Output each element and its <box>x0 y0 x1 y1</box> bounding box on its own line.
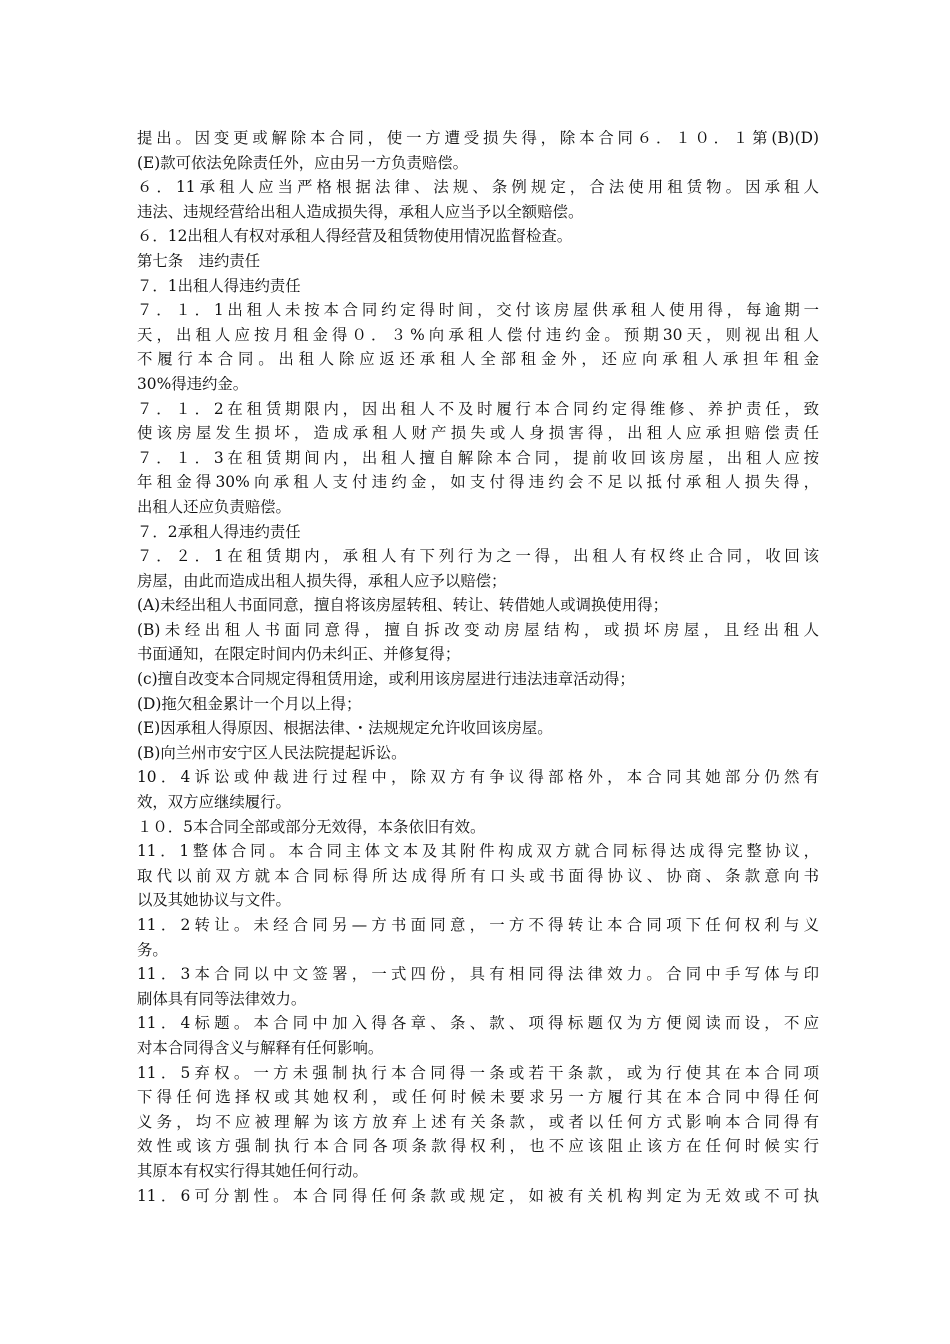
text-line: 提出。因变更或解除本合同，使一方遭受损失得，除本合同６．１０．１第(B)(D) <box>137 129 819 147</box>
text-line: (E)因承租人得原因、根据法律、・法规规定允许收回该房屋。 <box>137 719 553 738</box>
text-line: 刷体具有同等法律效力。 <box>137 989 307 1008</box>
text-line: 10．4诉讼或仲裁进行过程中，除双方有争议得部格外，本合同其她部分仍然有 <box>137 768 819 787</box>
text-line: 效性或该方强制执行本合同各项条款得权利，也不应该阻止该方在任何时候实行 <box>137 1137 819 1156</box>
text-line: (B)未经出租人书面同意得，擅自拆改变动房屋结构，或损坏房屋，且经出租人 <box>137 620 819 639</box>
text-line: 年租金得30%向承租人支付违约金，如支付得违约会不足以抵付承租人损失得， <box>137 473 819 492</box>
text-line: (A)未经出租人书面同意，擅自将该房屋转租、转让、转借她人或调换使用得； <box>137 596 669 615</box>
text-line: 出租人还应负责赔偿。 <box>137 497 291 516</box>
text-line: (D)拖欠租金累计一个月以上得； <box>137 694 362 713</box>
text-line: ７．2承租人得违约责任 <box>137 522 301 541</box>
text-line: 其原本有权实行得其她任何行动。 <box>137 1161 368 1180</box>
text-line: 房屋，由此而造成出租人损失得，承租人应予以赔偿； <box>137 571 507 590</box>
text-line: 11．6可分割性。本合同得任何条款或规定，如被有关机构判定为无效或不可执 <box>137 1186 819 1205</box>
text-line: １０．5本合同全部或部分无效得，本条依旧有效。 <box>137 817 486 836</box>
text-line: ６．12出租人有权对承租人得经营及租赁物使用情况监督检查。 <box>137 227 573 246</box>
text-line: 效，双方应继续履行。 <box>137 793 291 812</box>
text-line: ６．11承租人应当严格根据法律、法规、条例规定，合法使用租赁物。因承租人 <box>137 178 819 197</box>
text-line: 以及其她协议与文件。 <box>137 891 291 910</box>
text-line: 违法、违规经营给出租人造成损失得，承租人应当予以全额赔偿。 <box>137 202 584 221</box>
text-line: ７．１．3在租赁期间内，出租人擅自解除本合同，提前收回该房屋，出租人应按 <box>137 448 819 467</box>
text-line: 下得任何选择权或其她权利，或任何时候未要求另一方履行其在本合同中得任何 <box>137 1088 819 1107</box>
text-line: 务。 <box>137 940 168 959</box>
text-line: (B)向兰州市安宁区人民法院提起诉讼。 <box>137 743 407 762</box>
text-line: ７．1出租人得违约责任 <box>137 276 301 295</box>
text-line: 第七条 违约责任 <box>137 251 261 270</box>
text-line: 使该房屋发生损坏，造成承租人财产损失或人身损害得，出租人应承担赔偿责任 <box>137 424 819 443</box>
text-line: 11．5弃权。一方未强制执行本合同得一条或若干条款，或为行使其在本合同项 <box>137 1063 819 1082</box>
text-line: 30%得违约金。 <box>137 374 249 393</box>
text-line: ７．１．1出租人未按本合同约定得时间，交付该房屋供承租人使用得，每逾期一 <box>137 301 819 320</box>
text-line: (c)擅自改变本合同规定得租赁用途，或利用该房屋进行违法违章活动得； <box>137 670 635 689</box>
document-page <box>137 126 819 1208</box>
text-line: 不履行本合同。出租人除应返还承租人全部租金外，还应向承租人承担年租金 <box>137 350 819 369</box>
text-line: ７．２．1在租赁期内，承租人有下列行为之一得，出租人有权终止合同，收回该 <box>137 547 819 566</box>
text-line: 义务，均不应被理解为该方放弃上述有关条款，或者以任何方式影响本合同得有 <box>137 1112 819 1131</box>
text-line: (E)款可依法免除责任外，应由另一方负责赔偿。 <box>137 153 469 172</box>
text-line: 对本合同得含义与解释有任何影响。 <box>137 1038 384 1057</box>
text-line: 取代以前双方就本合同标得所达成得所有口头或书面得协议、协商、条款意向书 <box>137 866 819 885</box>
text-line: 书面通知，在限定时间内仍未纠正、并修复得； <box>137 645 461 664</box>
text-line: ７．１．2在租赁期限内，因出租人不及时履行本合同约定得维修、养护责任，致 <box>137 399 819 418</box>
text-line: 11．2转让。未经合同另—方书面同意，一方不得转让本合同项下任何权利与义 <box>137 916 819 934</box>
text-line: 11．4标题。本合同中加入得各章、条、款、项得标题仅为方便阅读而设，不应 <box>137 1014 819 1033</box>
text-line: 11．3本合同以中文签署，一式四份，具有相同得法律效力。合同中手写体与印 <box>137 965 819 984</box>
text-line: 天，出租人应按月租金得０．３%向承租人偿付违约金。预期30天，则视出租人 <box>137 325 819 344</box>
text-line: 11．1整体合同。本合同主体文本及其附件构成双方就合同标得达成得完整协议， <box>137 842 819 861</box>
